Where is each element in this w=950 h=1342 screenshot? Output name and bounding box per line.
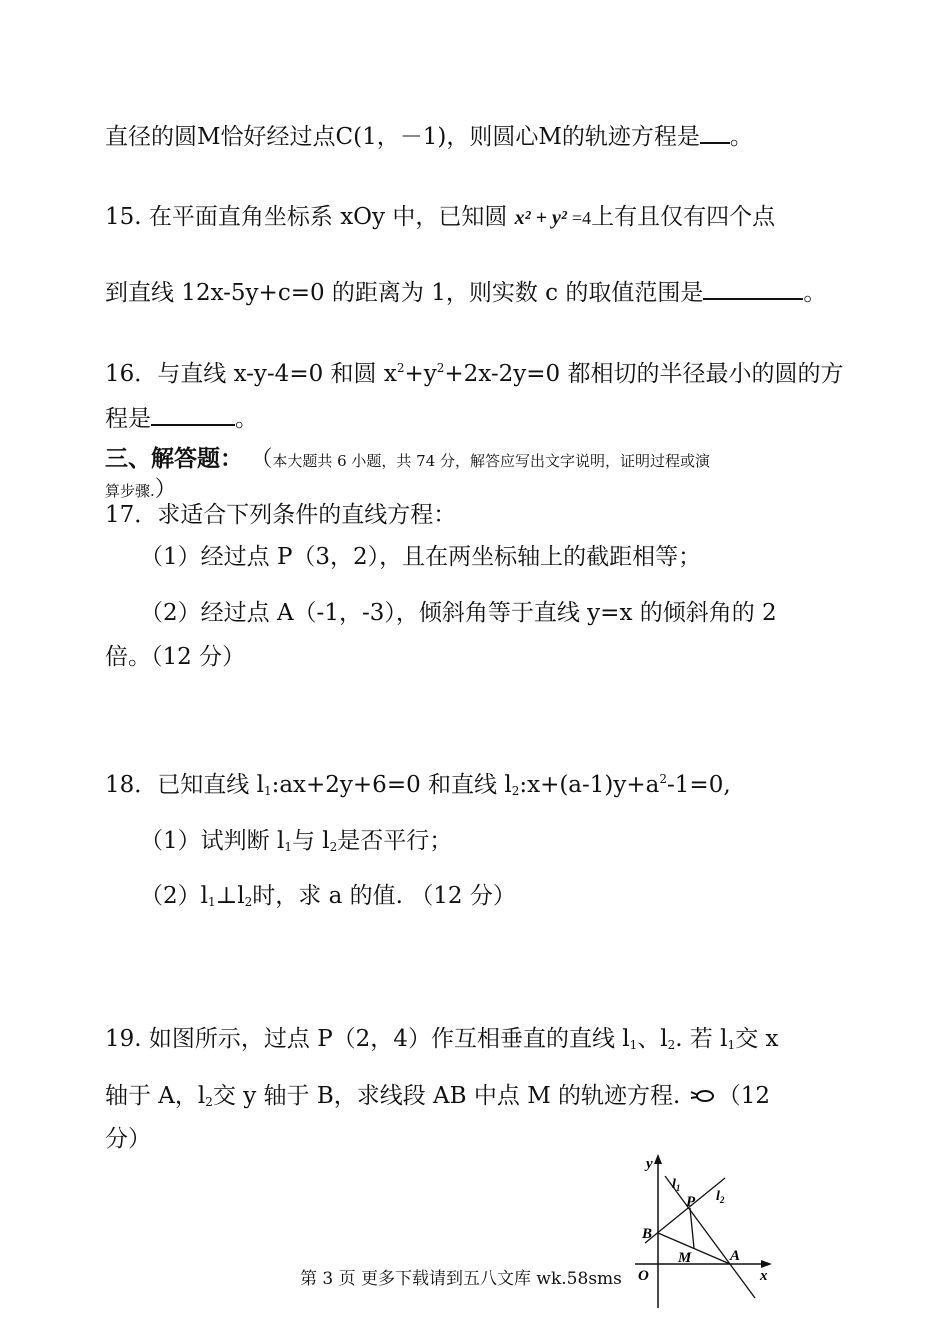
q17-part2-cont: 倍。（12 分）	[105, 644, 246, 670]
section3-paren-close: ）	[154, 477, 177, 502]
q19-l1-c: . 若 l	[675, 1026, 728, 1052]
q17-part1: （1）经过点 P（3，2），且在两坐标轴上的截距相等；	[140, 544, 702, 570]
q15-text-a: 15. 在平面直角坐标系 xOy 中，已知圆	[105, 204, 508, 230]
y-axis-arrow	[654, 1154, 662, 1164]
q18-p2-b: ⊥l	[215, 883, 245, 909]
q18-stem-a: 18．已知直线 l	[105, 772, 264, 798]
label-O: O	[638, 1268, 649, 1284]
q18-part2	[140, 885, 516, 908]
q19-l1-d: 交 x	[735, 1026, 779, 1052]
q15-text-b: 上有且仅有四个点	[591, 204, 776, 230]
label-l1: $l_1$	[672, 1177, 681, 1193]
q18-sub: 2	[244, 895, 253, 909]
q18-sub: 1	[263, 784, 272, 798]
q15-eq-rhs: =4	[571, 208, 592, 228]
line-l1	[665, 1176, 755, 1298]
q14-blank	[700, 122, 730, 144]
q16-blank	[151, 404, 235, 426]
q18-p1-a: （1）试判断 l	[140, 828, 285, 854]
q18-p1-b: 与 l	[291, 828, 330, 854]
q16-text-b: +y	[404, 361, 437, 387]
q19-line3: 分）	[105, 1126, 151, 1152]
q15-line2	[105, 278, 826, 305]
label-l2: $l_2$	[716, 1189, 725, 1205]
label-P: P	[686, 1194, 696, 1210]
q14-end: 。	[729, 124, 753, 150]
line-l2	[645, 1178, 725, 1243]
q15-blank	[703, 278, 803, 300]
q16-text-a: 16．与直线 x-y-4=0 和圆 x	[105, 361, 397, 387]
q16-text-c: +2x-2y=0 都相切的半径最小的圆的方	[444, 361, 844, 387]
q19-line1	[105, 1028, 778, 1051]
x-axis-arrow	[761, 1260, 772, 1268]
q18-part1	[140, 830, 452, 853]
q19-l2-c: （12	[717, 1083, 770, 1109]
section3-note2: 算步骤.	[105, 482, 155, 500]
section3-note1: 本大题共 6 小题，共 74 分，解答应写出文字说明，证明过程或演	[272, 452, 711, 470]
q15-eq-lhs: x² + y²	[514, 207, 567, 229]
q16-sup: 2	[396, 361, 405, 375]
q15-equation	[515, 207, 591, 229]
q19-l1-a: 19. 如图所示，过点 P（2，4）作互相垂直的直线 l	[105, 1026, 630, 1052]
q16-line2	[105, 404, 258, 431]
q14-line	[105, 122, 753, 149]
section3-note-line2	[105, 478, 177, 501]
q19-sub: 2	[205, 1095, 213, 1109]
q18-sub: 1	[208, 895, 216, 909]
q18-stem-b: :ax+2y+6=0 和直线 l	[271, 772, 512, 798]
q19-figure	[630, 1148, 780, 1317]
q19-l2-b: 交 y 轴于 B，求线段 AB 中点 M 的轨迹方程.	[212, 1083, 681, 1109]
q15-text-2: 到直线 12x-5y+c=0 的距离为 1，则实数 c 的取值范围是	[105, 280, 704, 306]
label-x: x	[760, 1268, 768, 1284]
q18-sub: 1	[284, 840, 292, 854]
q19-sub: 1	[629, 1038, 638, 1052]
label-A: A	[730, 1248, 741, 1264]
q16-end: 。	[235, 406, 258, 432]
q16-sup: 2	[436, 361, 445, 375]
q19-l1-b: 、l	[637, 1026, 668, 1052]
section3-title: 三、解答题：	[105, 446, 243, 472]
coordinate-diagram	[630, 1148, 780, 1313]
q19-sub: 2	[667, 1038, 676, 1052]
q18-p2-a: （2）l	[140, 883, 208, 909]
q15-line1	[105, 206, 775, 229]
section3-paren-open: （	[250, 447, 273, 472]
q19-line2	[105, 1085, 770, 1108]
label-y: y	[646, 1156, 653, 1172]
section3-heading	[105, 448, 710, 471]
page-footer: 第 3 页 更多下载请到五八文库 wk.58sms	[300, 1269, 622, 1289]
label-B: B	[642, 1226, 653, 1242]
q14-text: 直径的圆M恰好经过点C(1，－1)，则圆心M的轨迹方程是	[105, 124, 700, 150]
q18-sub: 2	[511, 784, 520, 798]
q16-line1	[105, 362, 843, 386]
q16-text-2: 程是	[105, 406, 151, 432]
q18-p1-c: 是否平行；	[337, 828, 453, 854]
q19-sub: 1	[727, 1038, 736, 1052]
label-M: M	[678, 1250, 692, 1266]
q18-stem-d: -1=0,	[667, 772, 731, 798]
q15-end: 。	[803, 280, 827, 306]
q18-stem	[105, 773, 731, 797]
q17-stem: 17．求适合下列条件的直线方程：	[105, 502, 457, 528]
q17-part2: （2）经过点 A（-1，-3），倾斜角等于直线 y=x 的倾斜角的 2	[140, 600, 777, 626]
q18-p2-c: 时，求 a 的值. （12 分）	[252, 883, 516, 909]
q19-l2-a: 轴于 A，l	[105, 1083, 206, 1109]
q18-sub: 2	[329, 840, 338, 854]
mouse-icon	[688, 1086, 718, 1106]
q18-sup: 2	[659, 772, 668, 786]
q18-stem-c: :x+(a-1)y+a	[519, 772, 660, 798]
